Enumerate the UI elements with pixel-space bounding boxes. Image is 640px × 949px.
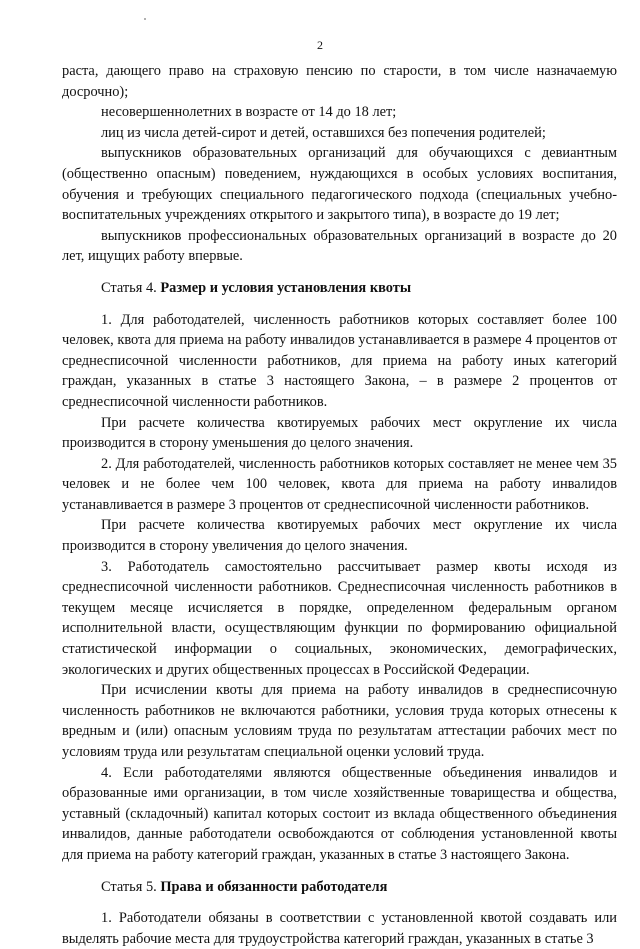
document-body <box>62 61 617 949</box>
paragraph: При расчете количества квотируемых рабочих мест округление их числа производится в сторону уменьшения до целого значения. <box>62 414 617 452</box>
paragraph: раста, дающего право на страховую пенсию по старости, в том числе назначаемую досрочно); <box>62 63 617 100</box>
page-number: 2 <box>317 38 323 52</box>
paragraph: выпускников профессиональных образовательных организаций в возрасте до 20 лет, ищущих работу впервые. <box>62 227 617 265</box>
paragraph: При расчете количества квотируемых рабочих мест округление их числа производится в сторону увеличения до целого значения. <box>62 517 617 555</box>
article-4-prefix: Статья 4. <box>101 279 157 296</box>
paragraph: 4. Если работодателями являются общественные объединения инвалидов и образованные ими организации, в том числе хозяйственные товарищества и общества, уставный (складочный) капитал которых состоит из вклада общественного объединения инвалидов, данные работодатели освобождаются от соблюдения установленной квоты для приема на работу категорий граждан, указанных в статье 3 настоящего Закона. <box>62 764 617 863</box>
paragraph: 1. Для работодателей, численность работников которых составляет более 100 человек, квота для приема на работу инвалидов устанавливается в размере 4 процентов от среднесписочной численности работников, для приема на работу иных категорий граждан, указанных в статье 3 настоящего Закона, – в размере 2 процентов от среднесписочной численности работников. <box>62 311 617 410</box>
scan-speck <box>144 18 146 20</box>
paragraph: 1. Работодатели обязаны в соответствии с установленной квотой создавать или выделять рабочие места для трудоустройства категорий граждан, указанных в статье 3 <box>62 910 617 947</box>
paragraph: лиц из числа детей-сирот и детей, оставшихся без попечения родителей; <box>101 124 546 141</box>
article-4-title: Размер и условия установления квоты <box>160 279 412 296</box>
article-5-prefix: Статья 5. <box>101 878 157 895</box>
paragraph: 2. Для работодателей, численность работников которых составляет не менее чем 35 человек и не более чем 100 человек, квота для приема на работу инвалидов устанавливается в размере 3 процентов от среднесписочной численности работников. <box>62 455 617 513</box>
article-5-heading <box>62 877 617 898</box>
article-4-heading <box>62 278 617 299</box>
paragraph: 3. Работодатель самостоятельно рассчитывает размер квоты исходя из среднесписочной численности работников. Среднесписочная численность работников в текущем месяце исчисляется в порядке, определенном федеральным органом исполнительной власти, осуществляющим функции по формированию официальной статистической информации о социальных, экономических, демографических, экологических и других общественных процессах в Российской Федерации. <box>62 558 617 678</box>
paragraph: выпускников образовательных организаций для обучающихся с девиантным (общественно опасным) поведением, нуждающихся в особых условиях воспитания, обучения и требующих специального педагогического подхода (специальных учебно-воспитательных учреждениях открытого и закрытого типа), в возрасте до 19 лет; <box>62 145 617 224</box>
paragraph: несовершеннолетних в возрасте от 14 до 18 лет; <box>101 104 397 121</box>
article-5-title: Права и обязанности работодателя <box>160 878 388 895</box>
paragraph: При исчислении квоты для приема на работу инвалидов в среднесписочную численность работников не включаются работники, условия труда которых отнесены к вредным и (или) опасным условиям труда по результатам аттестации рабочих мест по условиям труда или результатам специальной оценки условий труда. <box>62 682 617 760</box>
